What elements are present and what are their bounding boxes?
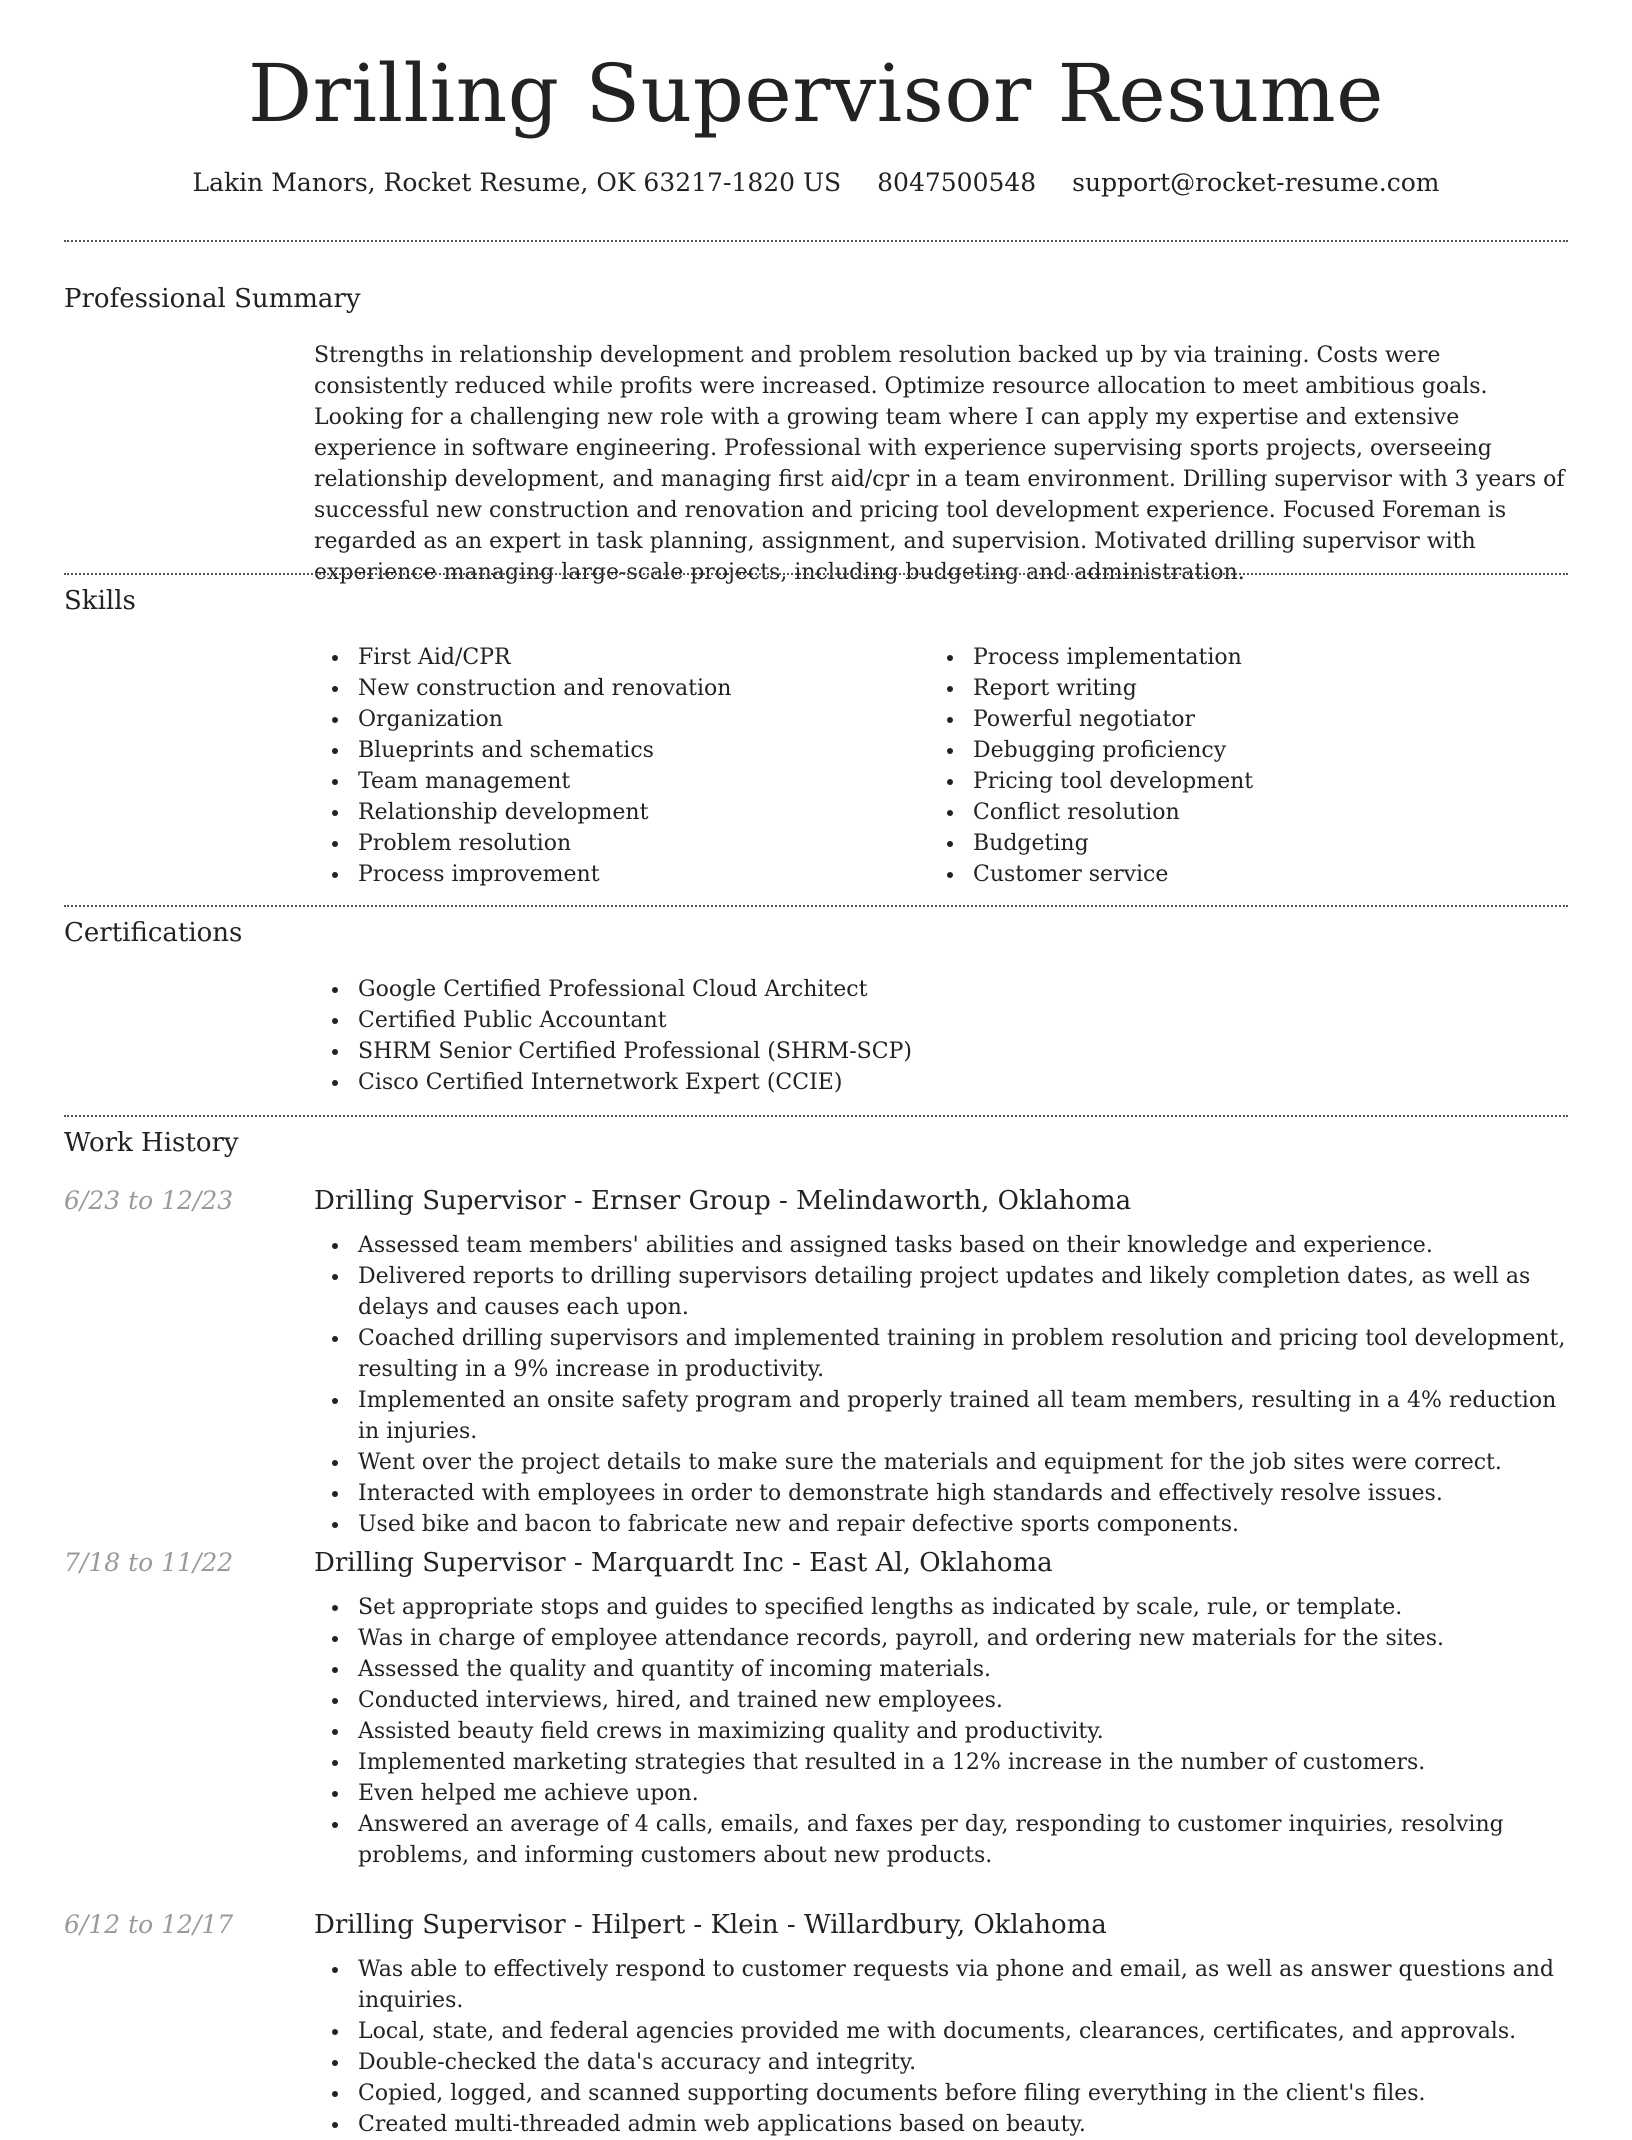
- skill-item: Budgeting: [929, 828, 1544, 859]
- skill-item: Customer service: [929, 859, 1544, 890]
- skill-item: Pricing tool development: [929, 766, 1544, 797]
- contact-email: support@rocket-resume.com: [1072, 168, 1440, 197]
- certification-item: Cisco Certified Internetwork Expert (CCIE): [314, 1067, 1568, 1098]
- certification-item: Google Certified Professional Cloud Architect: [314, 974, 1568, 1005]
- job-bullet: Implemented an onsite safety program and properly trained all team members, resulting in a 4% reduction in injuries.: [314, 1385, 1568, 1447]
- job-bullet: Assessed the quality and quantity of incoming materials.: [314, 1654, 1568, 1685]
- job-bullet: Copied, logged, and scanned supporting documents before filing everything in the client's files.: [314, 2078, 1568, 2109]
- job-bullet: Answered an average of 4 calls, emails, and faxes per day, responding to customer inquiries, resolving problems, and informing customers about new products.: [314, 1809, 1568, 1871]
- summary-text: Strengths in relationship development and problem resolution backed up by via training. Costs were consistently reduced while profits were increased. Optimize resource allocation to meet ambitious goals. Looking for a challenging new role with a growing team where I can apply my expertise and extensive experience in software engineering. Professional with experience supervising sports projects, overseeing relationship development, and managing first aid/cpr in a team environment. Drilling supervisor with 3 years of successful new construction and renovation and pricing tool development experience. Focused Foreman is regarded as an expert in task planning, assignment, and supervision. Motivated drilling supervisor with experience managing large-scale projects, including budgeting and administration.: [314, 343, 1565, 585]
- summary-section: [314, 340, 1568, 588]
- job-bullet: Interacted with employees in order to demonstrate high standards and effectively resolve issues.: [314, 1478, 1568, 1509]
- skill-item: Relationship development: [314, 797, 929, 828]
- contact-address: Lakin Manors, Rocket Resume, OK 63217-1820 US: [192, 168, 842, 197]
- skill-item: Problem resolution: [314, 828, 929, 859]
- certifications-heading: Certifications: [64, 918, 243, 948]
- job-dates: 7/18 to 11/22: [64, 1548, 234, 1577]
- skill-item: Blueprints and schematics: [314, 735, 929, 766]
- job-bullet: Double-checked the data's accuracy and integrity.: [314, 2047, 1568, 2078]
- job-bullet: Was in charge of employee attendance records, payroll, and ordering new materials for the sites.: [314, 1623, 1568, 1654]
- contact-phone: 8047500548: [877, 168, 1037, 197]
- certifications-section: [314, 974, 1568, 1098]
- skill-item: Team management: [314, 766, 929, 797]
- divider: [64, 1115, 1568, 1117]
- skill-item: Conflict resolution: [929, 797, 1544, 828]
- job-bullet: Used bike and bacon to fabricate new and repair defective sports components.: [314, 1509, 1568, 1540]
- summary-heading: Professional Summary: [64, 284, 361, 314]
- job-title: Drilling Supervisor - Hilpert - Klein - Willardbury, Oklahoma: [314, 1910, 1107, 1940]
- job-bullet: Coached drilling supervisors and implemented training in problem resolution and pricing tool development, resulting in a 9% increase in productivity.: [314, 1323, 1568, 1385]
- job-dates: 6/12 to 12/17: [64, 1910, 234, 1939]
- skills-column-left: [314, 642, 929, 890]
- job-bullet: Local, state, and federal agencies provided me with documents, clearances, certificates, and approvals.: [314, 2016, 1568, 2047]
- job-bullet: Delivered reports to drilling supervisors detailing project updates and likely completion dates, as well as delays and causes each upon.: [314, 1261, 1568, 1323]
- skill-item: Process implementation: [929, 642, 1544, 673]
- divider: [64, 905, 1568, 907]
- resume-header: [64, 47, 1568, 197]
- skills-heading: Skills: [64, 586, 136, 616]
- divider: [64, 573, 1568, 575]
- job-bullet: Went over the project details to make sure the materials and equipment for the job sites were correct.: [314, 1447, 1568, 1478]
- job-title: Drilling Supervisor - Marquardt Inc - East Al, Oklahoma: [314, 1548, 1053, 1578]
- job-bullet: Assessed team members' abilities and assigned tasks based on their knowledge and experience.: [314, 1230, 1568, 1261]
- job-bullet: Created multi-threaded admin web applications based on beauty.: [314, 2109, 1568, 2140]
- resume-page: [64, 0, 1568, 2137]
- job-bullet: Set appropriate stops and guides to specified lengths as indicated by scale, rule, or template.: [314, 1592, 1568, 1623]
- skills-column-right: [929, 642, 1544, 890]
- job-bullets: [314, 1230, 1568, 1540]
- contact-line: [64, 168, 1568, 197]
- job-bullet: Was able to effectively respond to customer requests via phone and email, as well as answer questions and inquiries.: [314, 1954, 1568, 2016]
- skills-list: [314, 642, 1568, 890]
- job-bullet: Implemented marketing strategies that resulted in a 12% increase in the number of customers.: [314, 1747, 1568, 1778]
- skill-item: Report writing: [929, 673, 1544, 704]
- skill-item: First Aid/CPR: [314, 642, 929, 673]
- job-title: Drilling Supervisor - Ernser Group - Melindaworth, Oklahoma: [314, 1186, 1132, 1216]
- job-bullet: Conducted interviews, hired, and trained new employees.: [314, 1685, 1568, 1716]
- work-history-heading: Work History: [64, 1128, 239, 1158]
- skill-item: Debugging proficiency: [929, 735, 1544, 766]
- job-bullet: Assisted beauty field crews in maximizing quality and productivity.: [314, 1716, 1568, 1747]
- page-title: Drilling Supervisor Resume: [247, 47, 1385, 140]
- job-bullets: [314, 1592, 1568, 1871]
- job-bullet: Even helped me achieve upon.: [314, 1778, 1568, 1809]
- job-bullets: [314, 1954, 1568, 2140]
- skill-item: New construction and renovation: [314, 673, 929, 704]
- certification-item: Certified Public Accountant: [314, 1005, 1568, 1036]
- skill-item: Organization: [314, 704, 929, 735]
- job-dates: 6/23 to 12/23: [64, 1186, 234, 1215]
- certifications-list: [314, 974, 1568, 1098]
- certification-item: SHRM Senior Certified Professional (SHRM-SCP): [314, 1036, 1568, 1067]
- skill-item: Process improvement: [314, 859, 929, 890]
- skill-item: Powerful negotiator: [929, 704, 1544, 735]
- divider: [64, 240, 1568, 242]
